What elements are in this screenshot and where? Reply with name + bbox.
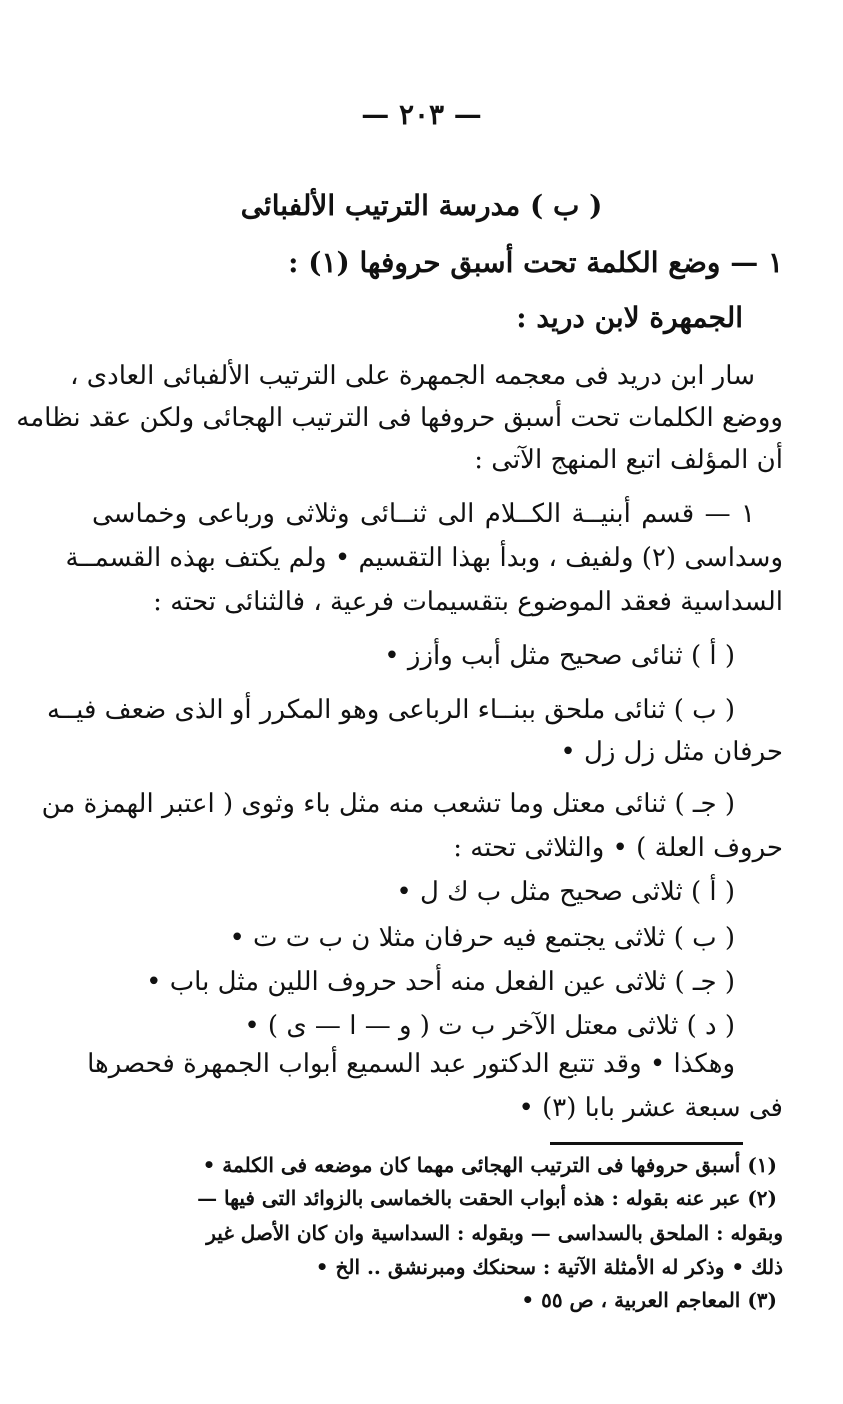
intro-line: ووضع الكلمات تحت أسبق حروفها فى الترتيب الهجائى ولكن عقد نظامه (16, 403, 783, 433)
binary-item: ( أ ) ثنائى صحيح مثل أبب وأزز • (384, 641, 735, 671)
footnote: (٢) عبر عنه بقوله : هذه أبواب الحقت بالخماسى بالزوائد التى فيها — (197, 1186, 777, 1210)
section-title: ( ب ) مدرسة الترتيب الألفبائى (240, 189, 603, 222)
point1-line: وسداسى (٢) ولفيف ، وبدأ بهذا التقسيم • ولم يكتف بهذه القسمــة (65, 543, 783, 573)
footnote-divider (550, 1142, 743, 1145)
intro-line: أن المؤلف اتبع المنهج الآتى : (474, 445, 783, 475)
page-number: — ٢٠٣ — (361, 98, 482, 131)
footnote: وبقوله : الملحق بالسداسى — وبقوله : السداسية وان كان الأصل غير (206, 1221, 783, 1245)
conclusion-line: وهكذا • وقد تتبع الدكتور عبد السميع أبواب الجمهرة فحصرها (87, 1049, 735, 1079)
point1-line: ١ — قسم أبنيــة الكــلام الى ثنــائى وثلاثى ورباعى وخماسى (92, 499, 755, 529)
subsection-title: ١ — وضع الكلمة تحت أسبق حروفها (١) : (288, 246, 783, 279)
intro-line: سار ابن دريد فى معجمه الجمهرة على الترتيب الألفبائى العادى ، (70, 361, 755, 391)
footnote: ذلك • وذكر له الأمثلة الآتية : سحنكك ومبرنشق .. الخ • (315, 1255, 783, 1279)
footnote: (٣) المعاجم العربية ، ص ٥٥ • (521, 1288, 777, 1312)
binary-item-cont: حروف العلة ) • والثلاثى تحته : (453, 833, 783, 863)
triliteral-item: ( أ ) ثلاثى صحيح مثل ب ك ل • (396, 877, 735, 907)
triliteral-item: ( د ) ثلاثى معتل الآخر ب ت ( و — ا — ى ) • (244, 1011, 735, 1041)
binary-item: ( ب ) ثنائى ملحق ببنــاء الرباعى وهو المكرر أو الذى ضعف فيــه (46, 695, 735, 725)
binary-item-cont: حرفان مثل زل زل • (560, 737, 783, 767)
dictionary-title: الجمهرة لابن دريد : (516, 301, 743, 334)
triliteral-item: ( ب ) ثلاثى يجتمع فيه حرفان مثلا ن ب ت ت • (229, 923, 735, 953)
point1-line: السداسية فعقد الموضوع بتقسيمات فرعية ، فالثنائى تحته : (153, 587, 783, 617)
binary-item: ( جـ ) ثنائى معتل وما تشعب منه مثل باء وثوى ( اعتبر الهمزة من (41, 789, 735, 819)
footnote: (١) أسبق حروفها فى الترتيب الهجائى مهما كان موضعه فى الكلمة • (202, 1153, 777, 1177)
conclusion-line: فى سبعة عشر بابا (٣) • (518, 1093, 783, 1123)
triliteral-item: ( جـ ) ثلاثى عين الفعل منه أحد حروف اللين مثل باب • (146, 967, 735, 997)
